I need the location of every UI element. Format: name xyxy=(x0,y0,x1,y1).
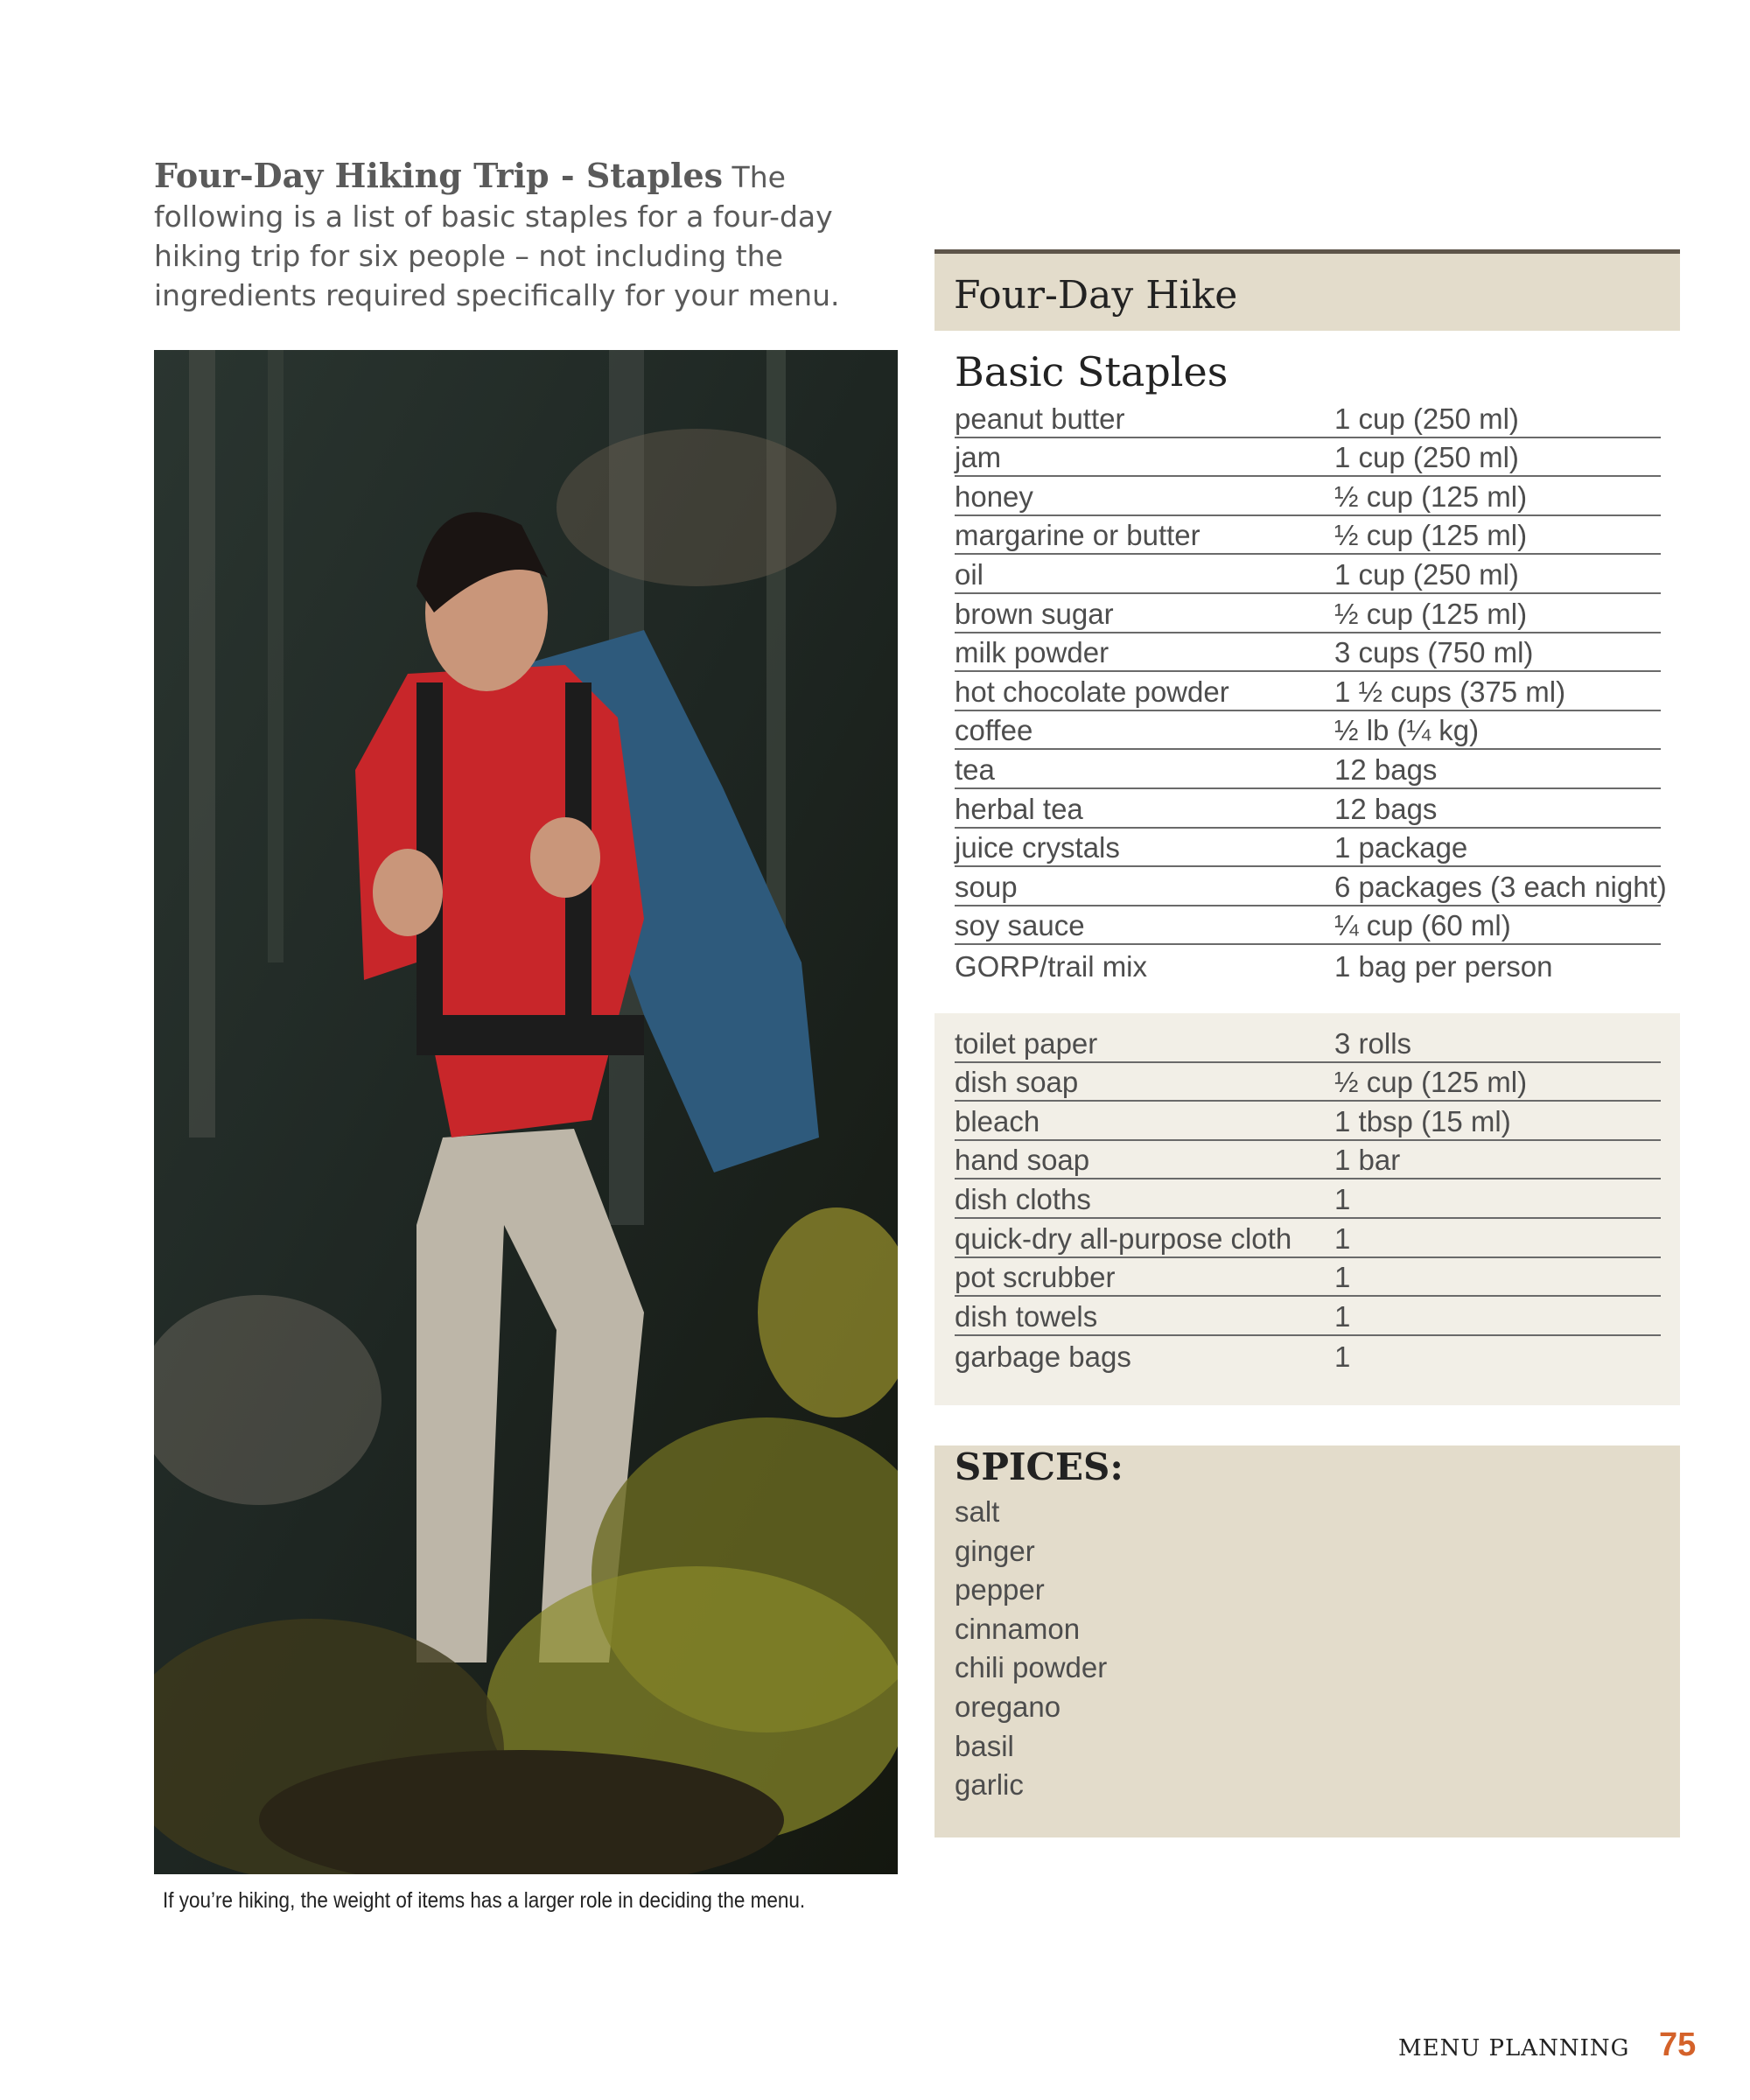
item-qty: ½ cup (125 ml) xyxy=(1334,480,1528,513)
list-item xyxy=(955,516,1661,556)
item-qty: ½ cup (125 ml) xyxy=(1334,597,1528,630)
item-name: GORP/trail mix xyxy=(955,949,1148,983)
item-qty: 1 xyxy=(1334,1299,1351,1333)
list-item: basil xyxy=(955,1729,1014,1762)
list-item: chili powder xyxy=(955,1651,1108,1684)
item-name: coffee xyxy=(955,714,1033,747)
list-item xyxy=(955,829,1661,868)
list-item xyxy=(955,438,1661,478)
item-name: brown sugar xyxy=(955,597,1114,630)
item-qty: ½ lb (¼ kg) xyxy=(1334,714,1480,747)
list-item: pepper xyxy=(955,1573,1045,1606)
intro-heading: Four-Day Hiking Trip - Staples xyxy=(154,156,724,195)
running-footer: MENU PLANNING xyxy=(1398,2035,1630,2062)
list-item: garlic xyxy=(955,1768,1024,1802)
list-item xyxy=(955,634,1661,673)
item-name: hand soap xyxy=(955,1144,1090,1177)
item-name: dish soap xyxy=(955,1066,1079,1099)
item-qty: 1 cup (250 ml) xyxy=(1334,557,1519,591)
item-qty: 1 cup (250 ml) xyxy=(1334,402,1519,435)
item-name: pot scrubber xyxy=(955,1261,1116,1294)
spices-title: SPICES: xyxy=(955,1446,1124,1488)
list-item xyxy=(955,945,1661,984)
list-item xyxy=(955,399,1661,438)
list-item xyxy=(955,1258,1661,1298)
staples-title: Basic Staples xyxy=(955,348,1228,396)
item-qty: 1 bag per person xyxy=(1334,949,1553,983)
item-name: herbal tea xyxy=(955,792,1083,825)
list-item xyxy=(955,789,1661,829)
item-qty: 3 rolls xyxy=(1334,1026,1412,1060)
table-header xyxy=(934,254,1680,331)
intro-paragraph xyxy=(154,156,906,315)
item-qty: 1 package xyxy=(1334,831,1468,864)
item-name: dish towels xyxy=(955,1299,1098,1333)
list-item xyxy=(955,906,1661,946)
item-name: dish cloths xyxy=(955,1182,1091,1215)
item-qty: 12 bags xyxy=(1334,792,1438,825)
item-qty: 6 packages (3 each night) xyxy=(1334,870,1667,903)
item-qty: 1 xyxy=(1334,1182,1351,1215)
hiker-photo xyxy=(154,350,898,1874)
list-item xyxy=(955,477,1661,516)
item-name: soy sauce xyxy=(955,909,1085,942)
list-item xyxy=(955,867,1667,906)
item-qty: 1 bar xyxy=(1334,1144,1401,1177)
item-qty: 1 cup (250 ml) xyxy=(1334,441,1519,474)
item-qty: 1 tbsp (15 ml) xyxy=(1334,1104,1511,1138)
item-name: juice crystals xyxy=(955,831,1120,864)
list-item: ginger xyxy=(955,1534,1035,1567)
list-item xyxy=(955,1219,1661,1258)
table-title: Four-Day Hike xyxy=(954,273,1238,318)
item-qty: 1 ½ cups (375 ml) xyxy=(1334,675,1566,708)
item-qty: 1 xyxy=(1334,1340,1351,1374)
staples-list xyxy=(955,399,1667,984)
item-qty: 3 cups (750 ml) xyxy=(1334,636,1534,669)
item-name: jam xyxy=(955,441,1002,474)
list-item xyxy=(955,750,1661,789)
item-name: tea xyxy=(955,752,995,786)
list-item xyxy=(955,711,1661,751)
intro-text: The following is a list of basic staples for a four-day hiking trip for six people – not including the ingredients required specifically for your menu. xyxy=(154,160,840,312)
list-item xyxy=(955,1141,1661,1180)
item-name: garbage bags xyxy=(955,1340,1131,1374)
list-item xyxy=(955,1297,1661,1336)
item-name: toilet paper xyxy=(955,1026,1098,1060)
item-qty: ½ cup (125 ml) xyxy=(1334,1066,1528,1099)
list-item: cinnamon xyxy=(955,1612,1081,1645)
item-name: soup xyxy=(955,870,1018,903)
item-qty: 12 bags xyxy=(1334,752,1438,786)
supplies-list xyxy=(955,1024,1661,1375)
item-name: oil xyxy=(955,557,984,591)
list-item xyxy=(955,1063,1661,1102)
list-item xyxy=(955,1102,1661,1141)
list-item xyxy=(955,1180,1661,1219)
list-item xyxy=(955,1024,1661,1063)
item-name: milk powder xyxy=(955,636,1110,669)
list-item xyxy=(955,672,1661,711)
list-item: oregano xyxy=(955,1690,1061,1723)
spices-list xyxy=(955,1493,1107,1805)
item-name: bleach xyxy=(955,1104,1040,1138)
hiker-illustration xyxy=(154,350,898,1874)
item-name: quick-dry all-purpose cloth xyxy=(955,1222,1292,1255)
item-qty: 1 xyxy=(1334,1261,1351,1294)
list-item xyxy=(955,555,1661,594)
item-name: margarine or butter xyxy=(955,519,1200,552)
item-qty: 1 xyxy=(1334,1222,1351,1255)
item-qty: ½ cup (125 ml) xyxy=(1334,519,1528,552)
item-name: hot chocolate powder xyxy=(955,675,1229,708)
list-item xyxy=(955,1336,1661,1376)
list-item: salt xyxy=(955,1495,1000,1528)
list-item xyxy=(955,594,1661,634)
photo-caption: If you’re hiking, the weight of items has a larger role in deciding the menu. xyxy=(163,1888,806,1913)
item-name: honey xyxy=(955,480,1033,513)
page-number: 75 xyxy=(1659,2026,1697,2063)
item-name: peanut butter xyxy=(955,402,1125,435)
item-qty: ¼ cup (60 ml) xyxy=(1334,909,1511,942)
